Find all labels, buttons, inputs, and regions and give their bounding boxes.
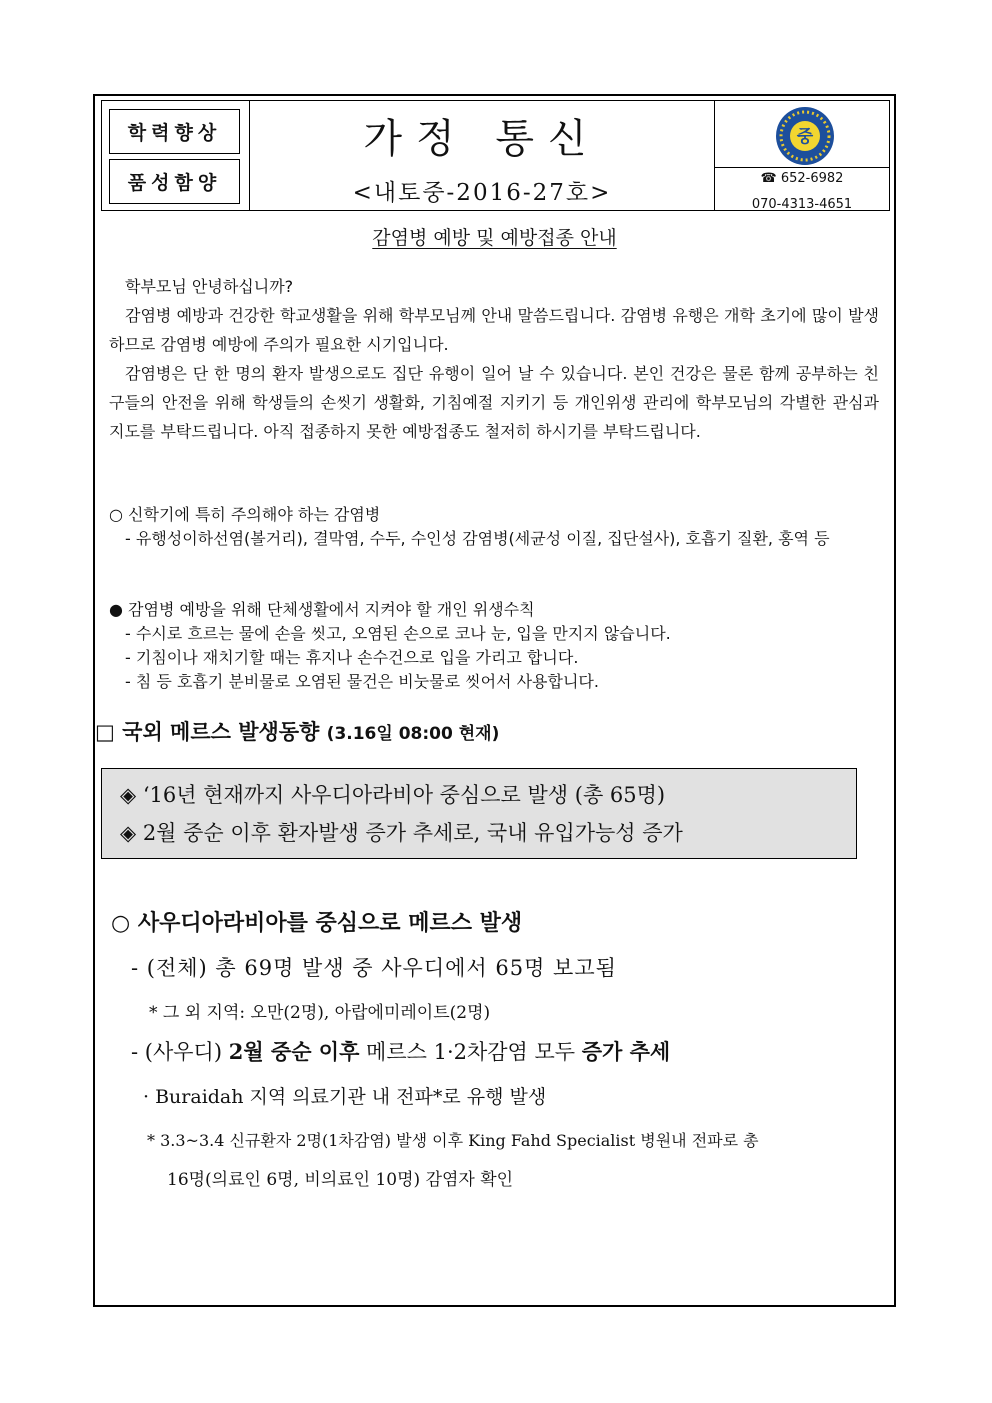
mers-other-regions: * 그 외 지역: 오만(2명), 아랍에미레이트(2명)	[149, 1003, 491, 1023]
phone-number: ☎ 652-6982	[760, 171, 844, 186]
divider	[714, 101, 715, 210]
motto-box	[109, 109, 240, 204]
mers-title: □ 국외 메르스 발생동향	[95, 720, 320, 744]
mers-note: * 3.3~3.4 신규환자 2명(1차감염) 발생 이후 King Fahd Specialist 병원내 전파로 총	[147, 1131, 759, 1150]
mers-point: ○ 사우디아라비아를 중심으로 메르스 발생	[111, 910, 523, 936]
hygiene-item: - 수시로 흐르는 물에 손을 씻고, 오염된 손으로 코나 눈, 입을 만지지 않습니다.	[125, 624, 671, 643]
greeting: 학부모님 안녕하십니까?	[125, 277, 294, 296]
issue-number: <내토중-2016-27호>	[352, 180, 612, 206]
saudi-detail: 메르스 1·2차감염 모두	[359, 1040, 582, 1064]
intro-paragraph-2: 감염병은 단 한 명의 환자 발생으로도 집단 유행이 일어 날 수 있습니다. 본인 건강은 물론 함께 공부하는 친구들의 안전을 위해 학생들의 손씻기 생활화, 기침예절 지키기 등 개인위생 관리에 학부모님의 각별한 관심과 지도를 부탁드립니다. 아직 접종하지 못한 예방접종도 철저히 하시기를 부탁드립니다.	[109, 364, 879, 441]
notice-heading: 감염병 예방 및 예방접종 안내	[372, 227, 617, 249]
mers-saudi	[131, 1036, 670, 1066]
mers-summary-box	[101, 768, 857, 859]
hygiene-item: - 침 등 호흡기 분비물로 오염된 물건은 비눗물로 씻어서 사용합니다.	[125, 672, 599, 691]
saudi-period: 2월 중순 이후	[228, 1039, 360, 1064]
page-title: 가정 통신	[363, 116, 601, 162]
motto-character: 품성함양	[109, 159, 240, 204]
mers-buraidah: · Buraidah 지역 의료기관 내 전파*로 유행 발생	[143, 1086, 547, 1108]
logo-text: 중	[796, 127, 814, 147]
header-table	[101, 100, 890, 211]
intro-paragraph-1: 감염병 예방과 건강한 학교생활을 위해 학부모님께 안내 말씀드립니다. 감염병 유행은 개학 초기에 많이 발생하므로 감염병 예방에 주의가 필요한 시기입니다.	[109, 306, 879, 354]
section-title-hygiene: ● 감염병 예방을 위해 단체생활에서 지켜야 할 개인 위생수칙	[109, 600, 535, 619]
fax-number: 070-4313-4651	[751, 197, 853, 212]
mers-date: (3.16일 08:00 현재)	[326, 724, 500, 744]
document-frame	[93, 94, 896, 1307]
section-title-infections: ○ 신학기에 특히 주의해야 하는 감염병	[109, 505, 381, 524]
summary-line: ◈ ‘16년 현재까지 사우디아라비아 중심으로 발생 (총 65명)	[120, 783, 666, 807]
mers-total: - (전체) 총 69명 발생 중 사우디에서 65명 보고됨	[131, 956, 617, 980]
infection-list: - 유행성이하선염(볼거리), 결막염, 수두, 수인성 감염병(세균성 이질, 집단설사), 호흡기 질환, 홍역 등	[125, 529, 830, 548]
mers-section-title	[95, 716, 499, 746]
saudi-trend: 증가 추세	[581, 1039, 671, 1064]
summary-line: ◈ 2월 중순 이후 환자발생 증가 추세로, 국내 유입가능성 증가	[120, 821, 683, 845]
hygiene-item: - 기침이나 재치기할 때는 휴지나 손수건으로 입을 가리고 합니다.	[125, 648, 579, 667]
motto-academic: 학력향상	[109, 109, 240, 154]
divider	[715, 167, 889, 168]
mers-note-continued: 16명(의료인 6명, 비의료인 10명) 감염자 확인	[167, 1170, 514, 1190]
saudi-label: - (사우디)	[131, 1040, 229, 1064]
school-logo	[772, 105, 838, 167]
